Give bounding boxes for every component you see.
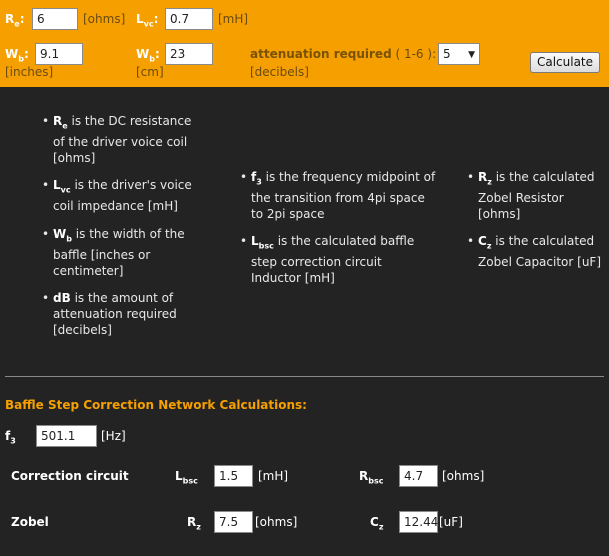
wb-cm-unit: [cm]: [136, 65, 164, 79]
correction-circuit-label: Correction circuit: [11, 469, 129, 483]
help-lvc: • $L_{vc}$ is the driver's voice coil impedance [mH]: [42, 178, 192, 214]
rbsc-unit: [ohms]: [442, 469, 485, 483]
input-panel: [0, 0, 609, 87]
attenuation-select[interactable]: 5 ▼: [438, 43, 480, 65]
results-title: Baffle Step Correction Network Calculations:: [5, 398, 307, 412]
attenuation-label: attenuation required ( 1-6 ):: [250, 47, 437, 61]
rbsc-label: $R_{bsc}$: [359, 469, 384, 486]
lbsc-unit: [mH]: [258, 469, 289, 483]
re-input[interactable]: 6: [32, 8, 78, 30]
lvc-label: $L_{vc}$:: [136, 12, 159, 29]
f3-unit: [Hz]: [101, 429, 126, 443]
help-rz: • $R_z$ is the calculated Zobel Resistor [ohms]: [467, 170, 595, 222]
help-lbsc: • $L_{bsc}$ is the calculated baffle step correction circuit Inductor [mH]: [240, 234, 415, 286]
f3-output[interactable]: 501.1: [36, 425, 97, 447]
wb-inches-unit: [inches]: [5, 65, 54, 79]
help-cz: • $C_z$ is the calculated Zobel Capacitor [uF]: [467, 234, 602, 270]
cz-output[interactable]: 12.44: [399, 511, 438, 533]
lbsc-output[interactable]: 1.5: [214, 465, 253, 487]
rz-unit: [ohms]: [255, 515, 298, 529]
lbsc-label: $L_{bsc}$: [175, 469, 198, 486]
cz-unit: [uF]: [439, 515, 463, 529]
help-db: • dB is the amount of attenuation required [decibels]: [42, 291, 177, 337]
help-wb: • $W_b$ is the width of the baffle [inches or centimeter]: [42, 227, 185, 279]
wb-inches-label: $W_b$:: [5, 47, 29, 64]
wb-cm-label: $W_b$:: [136, 47, 160, 64]
chevron-down-icon: ▼: [468, 50, 475, 60]
re-unit: [ohms]: [83, 12, 126, 26]
zobel-label: Zobel: [11, 515, 49, 529]
rz-output[interactable]: 7.5: [214, 511, 253, 533]
rz-label: $R_z$: [187, 515, 201, 532]
wb-inches-input[interactable]: 9.1: [35, 43, 83, 65]
divider: [5, 376, 604, 377]
lvc-input[interactable]: 0.7: [165, 8, 213, 30]
f3-label: $f_3$: [5, 429, 16, 446]
re-label: $R_e$:: [5, 12, 25, 29]
attenuation-unit: [decibels]: [250, 65, 309, 79]
calculate-button[interactable]: Calculate: [530, 52, 600, 73]
help-re: • $R_e$ is the DC resistance of the driver voice coil [ohms]: [42, 114, 192, 166]
lvc-unit: [mH]: [218, 12, 249, 26]
wb-cm-input[interactable]: 23: [165, 43, 213, 65]
cz-label: $C_z$: [370, 515, 384, 532]
help-f3: • $f_3$ is the frequency midpoint of the transition from 4pi space to 2pi space: [240, 170, 436, 222]
rbsc-output[interactable]: 4.7: [399, 465, 438, 487]
